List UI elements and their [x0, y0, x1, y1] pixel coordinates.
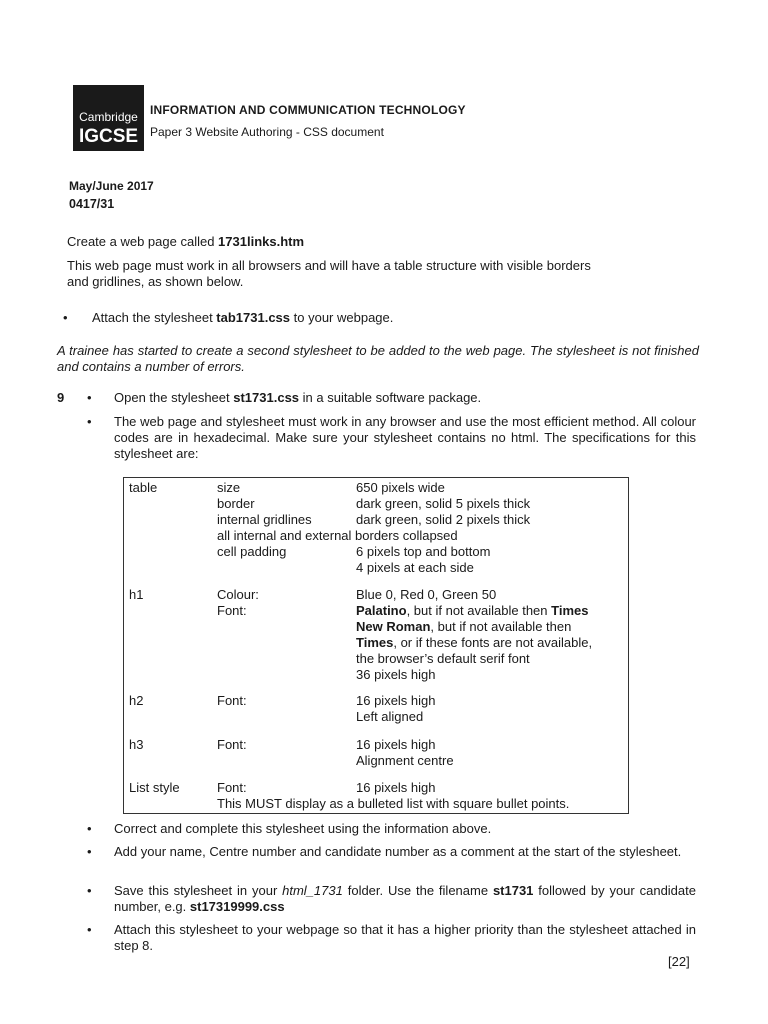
- save-instruction: [114, 883, 696, 915]
- spec-h2-size: 16 pixels high: [356, 693, 436, 708]
- spec-h3-size: 16 pixels high: [356, 737, 436, 752]
- logo-line1: Cambridge: [79, 110, 138, 124]
- comment-instruction: Add your name, Centre number and candidate number as a comment at the start of the stylesheet.: [114, 844, 682, 859]
- open-suffix: in a suitable software package.: [299, 390, 482, 405]
- requirements-text: The web page and stylesheet must work in any browser and use the most efficient method. All colour codes are in hexadecimal. Make sure your stylesheet contains no html. The specifications for this stylesheet are:: [114, 414, 696, 461]
- save-folder: html_1731: [282, 883, 343, 898]
- spec-h1-size: 36 pixels high: [356, 667, 436, 682]
- bullet-icon: •: [87, 922, 92, 937]
- save-prefix: Save this stylesheet in your: [114, 883, 283, 898]
- spec-table-label: table: [129, 480, 158, 495]
- spec-padding-value2: 4 pixels at each side: [356, 560, 474, 575]
- spec-h2-font-label: Font:: [217, 693, 247, 708]
- spec-list-font-label: Font:: [217, 780, 247, 795]
- spec-font-line1: [356, 603, 588, 619]
- font-text3: , or if these fonts are not available,: [393, 635, 593, 650]
- save-mid2: followed by your candidate number, e.g.: [114, 883, 696, 914]
- intro-paragraph: [67, 258, 667, 290]
- font-palatino: Palatino: [356, 603, 407, 618]
- spec-gridlines-label: internal gridlines: [217, 512, 312, 527]
- spec-size-value: 650 pixels wide: [356, 480, 445, 495]
- specification-box: [123, 477, 629, 814]
- spec-border-label: border: [217, 496, 255, 511]
- font-times: Times: [551, 603, 589, 618]
- save-mid: folder. Use the filename: [342, 883, 493, 898]
- open-stylesheet-instruction: [114, 390, 481, 406]
- bullet-icon: •: [87, 844, 92, 859]
- create-prefix: Create a web page called: [67, 234, 219, 249]
- font-new-roman: New Roman: [356, 619, 431, 634]
- spec-font-line4: the browser’s default serif font: [356, 651, 530, 666]
- attach-filename: tab1731.css: [216, 310, 291, 325]
- spec-size-label: size: [217, 480, 241, 495]
- spec-padding-label: cell padding: [217, 544, 287, 559]
- bullet-icon: •: [63, 310, 68, 325]
- spec-h3-font-label: Font:: [217, 737, 247, 752]
- spec-colour-label: Colour:: [217, 587, 259, 602]
- spec-font-line3: [356, 635, 592, 651]
- spec-h3-align: Alignment centre: [356, 753, 454, 768]
- exam-date: May/June 2017: [69, 179, 154, 193]
- bullet-icon: •: [87, 414, 92, 429]
- spec-border-value: dark green, solid 5 pixels thick: [356, 496, 531, 511]
- spec-h2-label: h2: [129, 693, 144, 708]
- attach-suffix: to your webpage.: [290, 310, 394, 325]
- paper-title: Paper 3 Website Authoring - CSS document: [150, 125, 384, 139]
- spec-h1-label: h1: [129, 587, 144, 602]
- spec-colour-value: Blue 0, Red 0, Green 50: [356, 587, 497, 602]
- attach-priority-instruction: Attach this stylesheet to your webpage so that it has a higher priority than the stylesheet attached in step 8.: [114, 922, 696, 953]
- intro-line1: This web page must work in all browsers and will have a table structure with visible borders: [67, 258, 591, 273]
- spec-list-size: 16 pixels high: [356, 780, 436, 795]
- create-filename: 1731links.htm: [218, 234, 305, 249]
- marks-total: [22]: [668, 954, 690, 969]
- save-example: st17319999.css: [189, 899, 285, 914]
- correct-instruction: Correct and complete this stylesheet using the information above.: [114, 821, 492, 836]
- font-times2: Times: [356, 635, 394, 650]
- intro-line2: and gridlines, as shown below.: [67, 274, 244, 289]
- cambridge-igcse-logo: [73, 85, 144, 151]
- bullet-icon: •: [87, 821, 92, 836]
- save-name: st1731: [492, 883, 534, 898]
- spec-font-line2: [356, 619, 571, 635]
- spec-font-label: Font:: [217, 603, 247, 618]
- spec-h2-align: Left aligned: [356, 709, 424, 724]
- question-number: 9: [57, 390, 65, 405]
- spec-padding-value1: 6 pixels top and bottom: [356, 544, 491, 559]
- logo-line2: IGCSE: [78, 126, 139, 147]
- bullet-icon: •: [87, 390, 92, 405]
- font-text1: , but if not available then: [406, 603, 552, 618]
- spec-list-note: This MUST display as a bulleted list with square bullet points.: [217, 796, 570, 811]
- spec-list-label: List style: [129, 780, 180, 795]
- subject-title: INFORMATION AND COMMUNICATION TECHNOLOGY: [150, 103, 466, 117]
- paper-code: 0417/31: [69, 197, 115, 211]
- open-prefix: Open the stylesheet: [114, 390, 234, 405]
- attach-prefix: Attach the stylesheet: [92, 310, 217, 325]
- trainee-note: A trainee has started to create a second stylesheet to be added to the web page. The stylesheet is not finished and contains a number of errors.: [57, 343, 699, 374]
- spec-h3-label: h3: [129, 737, 144, 752]
- font-text2: , but if not available then: [430, 619, 572, 634]
- bullet-icon: •: [87, 883, 92, 898]
- attach-stylesheet-instruction: [92, 310, 393, 326]
- spec-collapsed: all internal and external borders collapsed: [217, 528, 458, 543]
- open-filename: st1731.css: [233, 390, 300, 405]
- spec-gridlines-value: dark green, solid 2 pixels thick: [356, 512, 531, 527]
- create-instruction: [67, 234, 304, 250]
